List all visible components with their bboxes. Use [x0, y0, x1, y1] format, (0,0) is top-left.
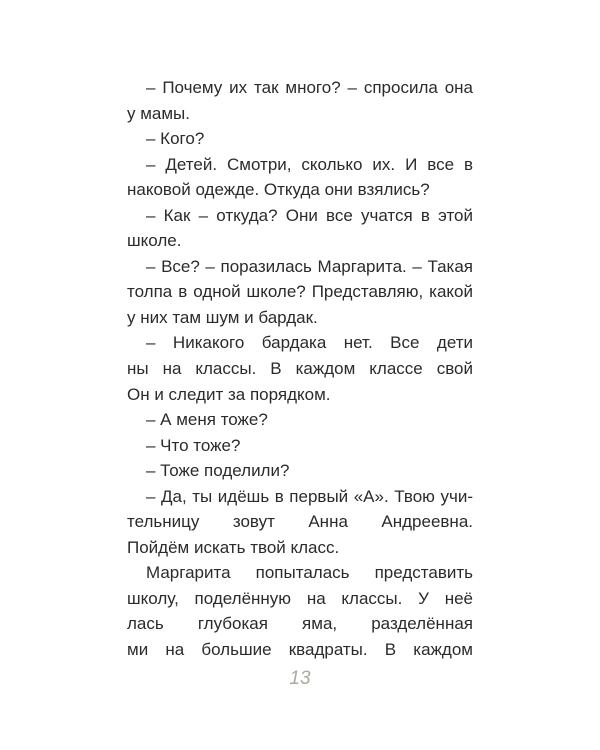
- text-line: – Детей. Смотри, сколько их. И все в: [146, 154, 473, 174]
- text-line: – Кого?: [146, 129, 205, 149]
- text-line: – Никакого бардака нет. Все дети: [146, 333, 473, 353]
- body-text: [127, 75, 473, 663]
- text-line: – Все? – поразилась Маргарита. – Такая: [146, 256, 473, 276]
- text-line: – Да, ты идёшь в первый «А». Твою учи-: [146, 486, 473, 506]
- text-line: ми на большие квадраты. В каждом: [127, 640, 473, 660]
- text-line: Пойдём искать твой класс.: [127, 537, 340, 557]
- text-line: – А меня тоже?: [146, 410, 268, 430]
- text-line: Маргарита попыталась представить: [146, 563, 473, 583]
- text-line: у мамы.: [127, 103, 190, 123]
- text-line: Он и следит за порядком.: [127, 384, 331, 404]
- text-line: школе.: [127, 231, 182, 251]
- text-line: у них там шум и бардак.: [127, 307, 318, 327]
- text-line: ны на классы. В каждом классе свой: [127, 359, 473, 379]
- text-line: – Как – откуда? Они все учатся в этой: [146, 205, 473, 225]
- text-line: тельницу зовут Анна Андреевна.: [127, 512, 473, 532]
- text-line: толпа в одной школе? Представляю, какой: [127, 282, 473, 302]
- text-line: лась глубокая яма, разделённая: [127, 614, 473, 634]
- text-line: – Почему их так много? – спросила она: [146, 78, 473, 97]
- text-line: школу, поделённую на классы. У неё: [127, 588, 473, 608]
- page-number: 13: [289, 668, 311, 689]
- text-line: наковой одежде. Откуда они взялись?: [127, 180, 430, 200]
- text-line: – Что тоже?: [146, 435, 241, 455]
- text-line: – Тоже поделили?: [146, 461, 290, 481]
